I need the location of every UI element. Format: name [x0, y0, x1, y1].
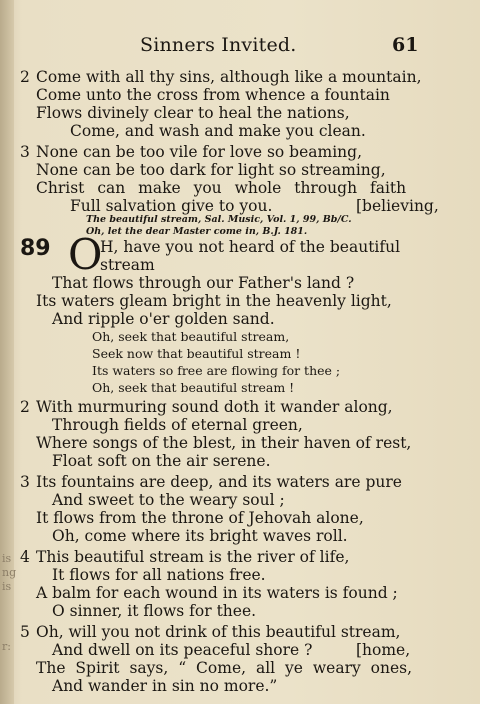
verse-line: That flows through our Father's land ?	[52, 274, 355, 292]
stanza-number: 2	[20, 398, 30, 416]
page-number: 61	[392, 34, 419, 56]
verse-line: None can be too vile for love so beaming,	[36, 143, 363, 161]
verse-line: Come with all thy sins, although like a mountain,	[36, 68, 422, 86]
verse-line: Come, and wash and make you clean.	[70, 122, 366, 140]
verse-line: H, have you not heard of the beautiful	[100, 238, 401, 256]
verse-line: Christ can make you whole through faith	[36, 179, 407, 197]
verse-line: And dwell on its peaceful shore ?	[52, 641, 313, 659]
verse-line: The Spirit says, “ Come, all ye weary ones,	[36, 659, 413, 677]
stanza-number: 3	[20, 473, 30, 491]
drop-cap: O	[68, 230, 103, 279]
hymn-number: 89	[20, 236, 51, 261]
verse-line: Oh, come where its bright waves roll.	[52, 527, 348, 545]
margin-bleed-text: is	[2, 580, 12, 593]
verse-line: Float soft on the air serene.	[52, 452, 271, 470]
verse-line: Full salvation give to you.	[70, 197, 273, 215]
verse-line: Where songs of the blest, in their haven of rest,	[36, 434, 412, 452]
verse-line: It flows from the throne of Jehovah alone,	[36, 509, 364, 527]
stanza-number: 2	[20, 68, 30, 86]
chorus-line: Oh, seek that beautiful stream,	[92, 329, 290, 344]
verse-line: This beautiful stream is the river of life,	[36, 548, 350, 566]
margin-bleed-text: is	[2, 552, 12, 565]
verse-line-runover: [believing,	[356, 197, 439, 215]
verse-line: Its waters gleam bright in the heavenly light,	[36, 292, 392, 310]
verse-line: It flows for all nations free.	[52, 566, 266, 584]
verse-line-runover: [home,	[356, 641, 411, 659]
verse-line: O sinner, it flows for thee.	[52, 602, 257, 620]
verse-line: And ripple o'er golden sand.	[52, 310, 275, 328]
margin-bleed-text: r:	[2, 640, 11, 653]
verse-line: Its fountains are deep, and its waters are pure	[36, 473, 402, 491]
tune-reference: The beautiful stream, Sal. Music, Vol. 1, 99, Bb/C.	[86, 214, 352, 225]
verse-line: A balm for each wound in its waters is found ;	[36, 584, 398, 602]
stanza-number: 4	[20, 548, 30, 566]
stanza-number: 5	[20, 623, 30, 641]
stanza-number: 3	[20, 143, 30, 161]
page-gutter	[0, 0, 17, 704]
verse-line: Oh, will you not drink of this beautiful stream,	[36, 623, 401, 641]
chorus-line: Oh, seek that beautiful stream !	[92, 380, 295, 395]
margin-bleed-text: ng	[2, 566, 17, 579]
chorus-line: Seek now that beautiful stream !	[92, 346, 301, 361]
verse-line: Come unto the cross from whence a fountain	[36, 86, 390, 104]
verse-line: Through fields of eternal green,	[52, 416, 303, 434]
tune-reference: Oh, let the dear Master come in, B.J. 181.	[86, 226, 308, 237]
verse-line: Flows divinely clear to heal the nations,	[36, 104, 350, 122]
running-title: Sinners Invited.	[140, 34, 297, 56]
verse-line: None can be too dark for light so streaming,	[36, 161, 386, 179]
page-header	[0, 34, 480, 60]
verse-line: And wander in sin no more.”	[52, 677, 278, 695]
verse-line: stream	[100, 256, 155, 274]
verse-line: With murmuring sound doth it wander along,	[36, 398, 393, 416]
chorus-line: Its waters so free are flowing for thee ;	[92, 363, 341, 378]
verse-line: And sweet to the weary soul ;	[52, 491, 285, 509]
